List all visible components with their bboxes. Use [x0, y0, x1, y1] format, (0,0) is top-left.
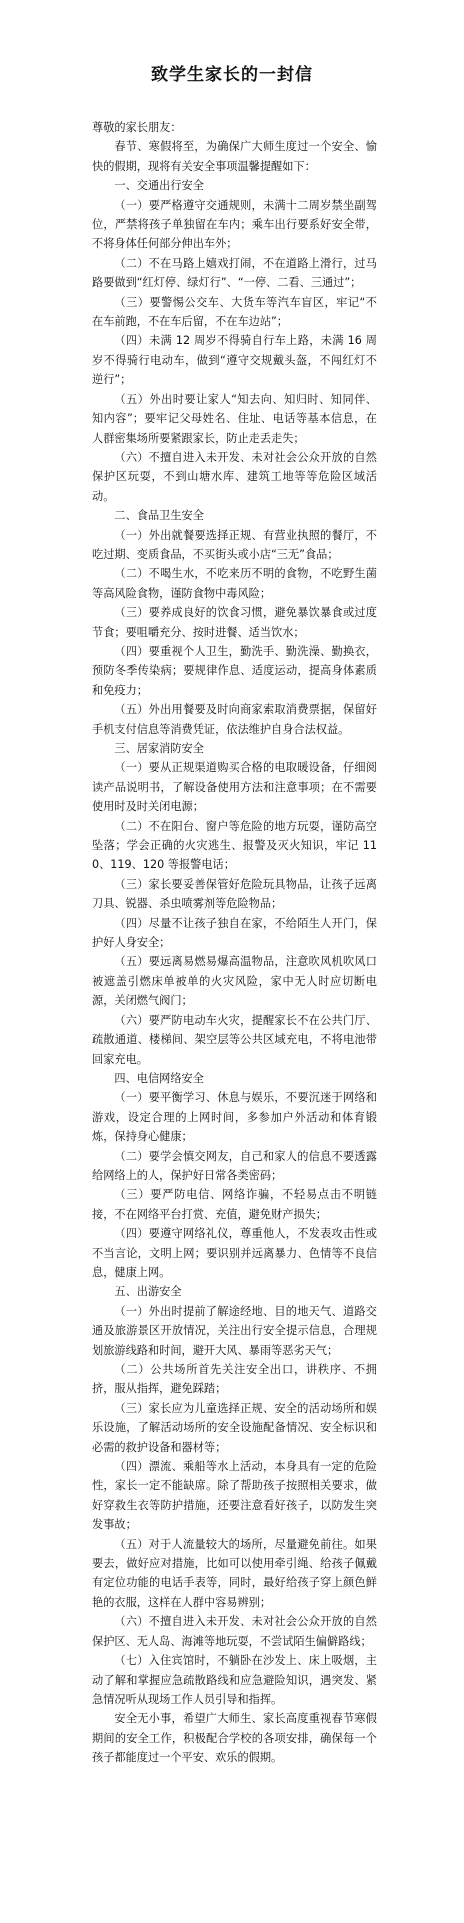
paragraph: （二）不在马路上嬉戏打闹，不在道路上滑行，过马路要做到“红灯停、绿灯行”、“一停、二看、三通过”； [92, 256, 377, 290]
paragraph: （三）要警惕公交车、大货车等汽车盲区，牢记“不在车前跑，不在车后留，不在车边站”； [92, 295, 377, 329]
paragraph: （二）不在阳台、窗户等危险的地方玩耍，谨防高空坠落；学会正确的火灾逃生、报警及灭火知识，牢记 110、119、120 等报警电话； [92, 819, 377, 872]
intro-paragraph: 春节、寒假将至，为确保广大师生度过一个安全、愉快的假期，现将有关安全事项温馨提醒如下： [92, 140, 377, 173]
paragraph: （五）对于人流量较大的场所，尽量避免前往。如果要去，做好应对措施，比如可以使用牵引绳、给孩子佩戴有定位功能的电话手表等，同时，最好给孩子穿上颜色鲜艳的衣服，这样在人群中容易辨别； [92, 1537, 377, 1609]
paragraph: （四）尽量不让孩子独自在家，不给陌生人开门，保护好人身安全； [92, 916, 377, 950]
paragraph: （三）要养成良好的饮食习惯，避免暴饮暴食或过度节食；要咀嚼充分、按时进餐、适当饮水； [92, 606, 377, 639]
paragraph: （三）家长应为儿童选择正规、安全的活动场所和娱乐设施，了解活动场所的安全设施配备情况、安全标识和必需的救护设备和器材等； [92, 1401, 377, 1454]
paragraph: （七）入住宾馆时，不躺卧在沙发上、床上吸烟，主动了解和掌握应急疏散路线和应急避险知识，遇突发、紧急情况听从现场工作人员引导和指挥。 [92, 1654, 377, 1706]
paragraph: （一）外出就餐要选择正规、有营业执照的餐厅，不吃过期、变质食品，不买街头或小店“三无”食品； [92, 528, 377, 561]
section-heading-travel: 五、出游安全 [114, 1285, 182, 1299]
paragraph: （四）要遵守网络礼仪，尊重他人，不发表攻击性或不当言论，文明上网；要识别并远离暴力、色情等不良信息，健康上网。 [92, 1227, 377, 1279]
letter-body [92, 118, 377, 1768]
paragraph: （五）外出时要让家人“知去向、知归时、知同伴、知内容”；要牢记父母姓名、住址、电话等基本信息，在人群密集场所要紧跟家长，防止走丢走失； [92, 392, 377, 445]
paragraph: （三）家长要妥善保管好危险玩具物品，让孩子远离刀具、锐器、杀虫喷雾剂等危险物品； [92, 877, 377, 911]
section-heading-food: 二、食品卫生安全 [114, 509, 204, 523]
section-heading-traffic: 一、交通出行安全 [114, 179, 204, 193]
paragraph: （四）要重视个人卫生，勤洗手、勤洗澡、勤换衣，预防冬季传染病；要规律作息、适度运动，提高身体素质和免疫力； [92, 644, 377, 697]
paragraph: （五）外出用餐要及时向商家索取消费票据，保留好手机支付信息等消费凭证，依法维护自身合法权益。 [92, 703, 377, 736]
paragraph: （四）未满 12 周岁不得骑自行车上路，未满 16 周岁不得骑行电动车，做到“遵守交规戴头盔，不闯红灯不逆行”； [92, 334, 377, 387]
paragraph: （二）公共场所首先关注安全出口，讲秩序、不拥挤，服从指挥，避免踩踏； [92, 1363, 377, 1396]
section-heading-fire: 三、居家消防安全 [114, 742, 204, 755]
paragraph: （一）外出时提前了解途经地、目的地天气、道路交通及旅游景区开放情况，关注出行安全提示信息，合理规划旅游线路和时间，避开大风、暴雨等恶劣天气； [92, 1304, 377, 1357]
section-heading-network: 四、电信网络安全 [114, 1071, 204, 1085]
paragraph: （六）不擅自进入未开发、未对社会公众开放的自然保护区、无人岛、海滩等地玩耍，不尝试陌生偏僻路线； [92, 1615, 377, 1648]
paragraph: （一）要从正规渠道购买合格的电取暖设备，仔细阅读产品说明书，了解设备使用方法和注意事项；在不需要使用时及时关闭电源； [92, 761, 377, 814]
paragraph: （三）要严防电信、网络诈骗，不轻易点击不明链接，不在网络平台打赏、充值，避免财产损失； [92, 1188, 377, 1221]
paragraph: （一）要平衡学习、休息与娱乐，不要沉迷于网络和游戏，设定合理的上网时间，多参加户外活动和体育锻炼，保持身心健康； [92, 1091, 377, 1144]
paragraph: （四）漂流、乘船等水上活动，本身具有一定的危险性，家长一定不能缺席。除了帮助孩子按照相关要求，做好穿救生衣等防护措施，还要注意看好孩子，以防发生突发事故； [92, 1460, 377, 1532]
paragraph: （一）要严格遵守交通规则，未满十二周岁禁坐副驾位，严禁将孩子单独留在车内；乘车出行要系好安全带，不将身体任何部分伸出车外； [92, 198, 377, 251]
paragraph: （二）不喝生水，不吃来历不明的食物，不吃野生菌等高风险食物，谨防食物中毒风险； [92, 567, 377, 600]
greeting: 尊敬的家长朋友： [92, 121, 182, 134]
paragraph: （二）要学会慎交网友，自己和家人的信息不要透露给网络上的人，保护好日常各类密码； [92, 1149, 377, 1182]
closing-paragraph: 安全无小事，希望广大师生、家长高度重视春节寒假期间的安全工作，积极配合学校的各项安排，确保每一个孩子都能度过一个平安、欢乐的假期。 [92, 1712, 377, 1765]
paragraph: （五）要远离易燃易爆高温物品，注意吹风机吹风口被遮盖引燃床单被单的火灾风险，家中无人时应切断电源，关闭燃气阀门； [92, 955, 377, 1008]
paragraph: （六）要严防电动车火灾，提醒家长不在公共门厅、疏散通道、楼梯间、架空层等公共区域充电，不将电池带回家充电。 [92, 1013, 377, 1066]
document-title: 致学生家长的一封信 [151, 65, 313, 85]
paragraph: （六）不擅自进入未开发、未对社会公众开放的自然保护区玩耍，不到山塘水库、建筑工地等等危险区域活动。 [92, 450, 377, 503]
